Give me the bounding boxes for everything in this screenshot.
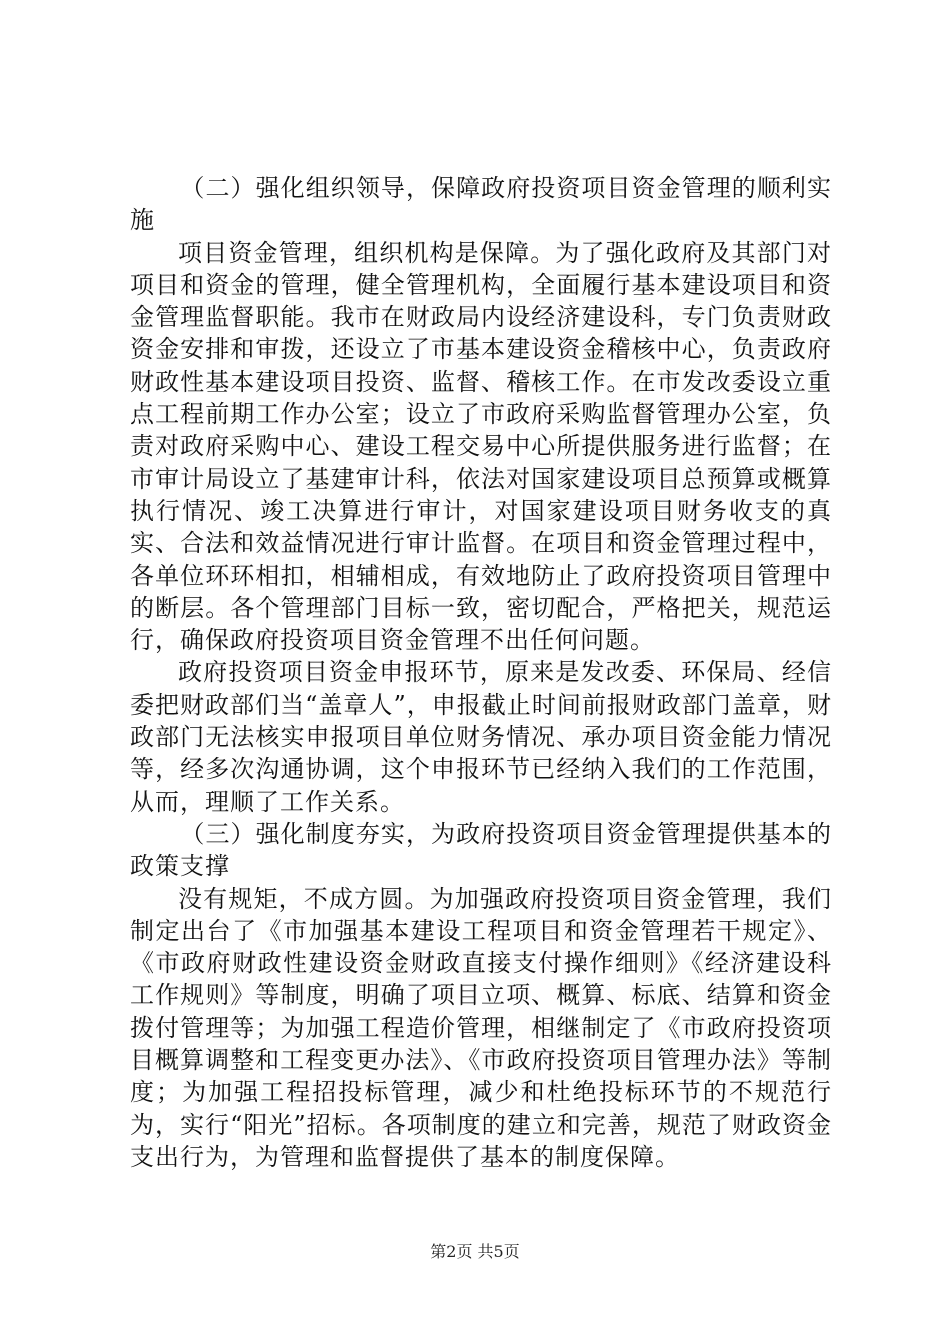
body-paragraph-organization: 项目资金管理，组织机构是保障。为了强化政府及其部门对项目和资金的管理，健全管理机构，全面履行基本建设项目和资金管理监督职能。我市在财政局内设经济建设科，专门负责财政资金安排和审拨，还设立了市基本建设资金稽核中心，负责政府财政性基本建设项目投资、监督、稽核工作。在市发改委设立重点工程前期工作办公室；设立了市政府采购监督管理办公室，负责对政府采购中心、建设工程交易中心所提供服务进行监督；在市审计局设立了基建审计科，依法对国家建设项目总预算或概算执行情况、竣工决算进行审计，对国家建设项目财务收支的真实、合法和效益情况进行审计监督。在项目和资金管理过程中，各单位环环相扣，相辅相成，有效地防止了政府投资项目管理中的断层。各个管理部门目标一致，密切配合，严格把关，规范运行，确保政府投资项目资金管理不出任何问题。 xyxy=(130,238,832,655)
page-number-footer: 第2页 共5页 xyxy=(430,1242,520,1261)
body-paragraph-application: 政府投资项目资金申报环节，原来是发改委、环保局、经信委把财政部们当“盖章人”，申报截止时间前报财政部门盖章，财政部门无法核实申报项目单位财务情况、承办项目资金能力情况等，经多次沟通协调，这个申报环节已经纳入我们的工作范围，从而，理顺了工作关系。 xyxy=(130,658,832,816)
section-heading-3: （三）强化制度夯实，为政府投资项目资金管理提供基本的政策支撑 xyxy=(130,819,832,881)
document-body xyxy=(130,172,832,1173)
section-heading-2: （二）强化组织领导，保障政府投资项目资金管理的顺利实施 xyxy=(130,174,832,235)
body-paragraph-regulations: 没有规矩，不成方圆。为加强政府投资项目资金管理，我们制定出台了《市加强基本建设工程项目和资金管理若干规定》、《市政府财政性建设资金财政直接支付操作细则》《经济建设科工作规则》等制度，明确了项目立项、概算、标底、结算和资金拨付管理等；为加强工程造价管理，相继制定了《市政府投资项目概算调整和工程变更办法》、《市政府投资项目管理办法》等制度；为加强工程招投标管理，减少和杜绝投标环节的不规范行为，实行“阳光”招标。各项制度的建立和完善，规范了财政资金支出行为，为管理和监督提供了基本的制度保障。 xyxy=(130,884,832,1171)
